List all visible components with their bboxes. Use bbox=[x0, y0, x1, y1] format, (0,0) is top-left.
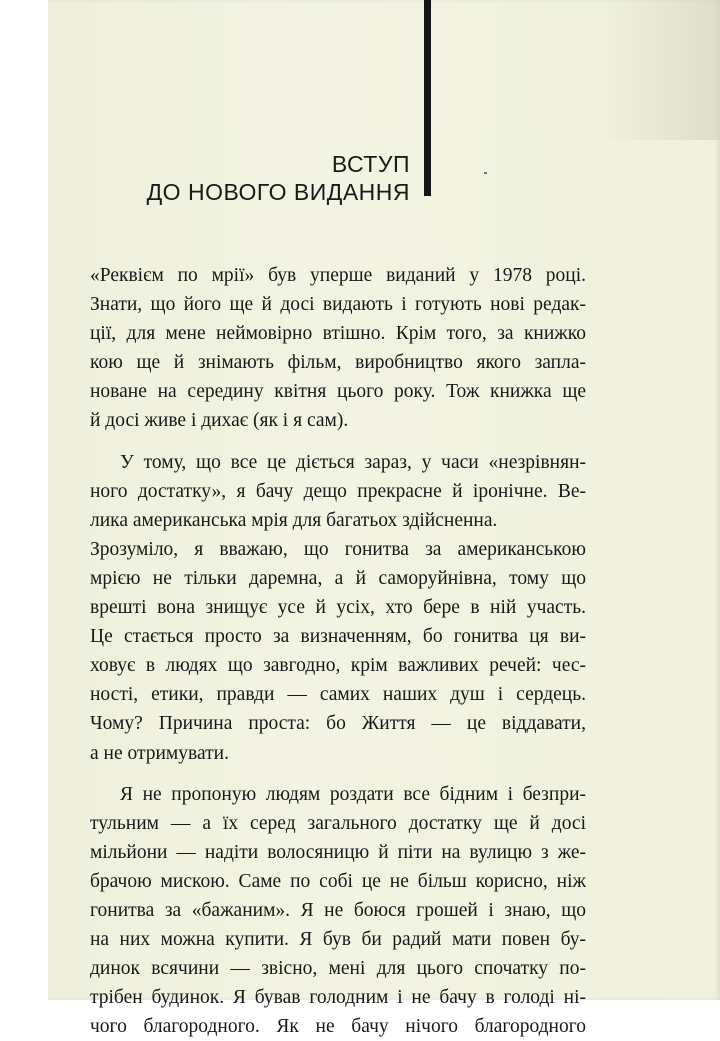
heading-line-2: ДО НОВОГО ВИДАННЯ bbox=[146, 179, 410, 205]
text-line: гонитва за «бажаним». Я не боюся грошей і знаю, що bbox=[90, 899, 586, 921]
heading-line-1: ВСТУП bbox=[331, 151, 410, 177]
text-line: й досі живе і дихає (як і я сам). bbox=[90, 410, 349, 432]
text-line: Зрозуміло, я вважаю, що гонитва за американською bbox=[90, 538, 586, 560]
text-line: ції, для мене неймовірно втішно. Крім того, за книжко bbox=[90, 323, 586, 345]
text-line: тульним — а їх серед загального достатку ще й досі bbox=[90, 812, 586, 834]
text-line: динок всячини — звісно, мені для цього спочатку по- bbox=[90, 958, 586, 980]
text-line: ності, етики, правди — самих наших душ і сердець. bbox=[90, 684, 586, 706]
text-line: Я не пропоную людям роздати все бідним і безпри- bbox=[120, 783, 586, 805]
text-line: лика американська мрія для багатьох здійсненна. bbox=[90, 509, 498, 531]
text-line: мрією не тільки даремна, а й саморуйнівна, тому що bbox=[90, 567, 586, 589]
page-shadow bbox=[600, 0, 720, 140]
text-line: а не отримувати. bbox=[90, 742, 229, 764]
text-line: Чому? Причина проста: бо Життя — це віддавати, bbox=[90, 713, 586, 735]
text-line: ного достатку», я бачу дещо прекрасне й іронічне. Ве- bbox=[90, 480, 586, 502]
paragraph-1 bbox=[90, 261, 586, 436]
print-mark bbox=[484, 172, 487, 174]
text-line: ховує в людях що завгодно, крім важливих речей: чес- bbox=[90, 655, 586, 677]
text-line: У тому, що все це діється зараз, у часи «незрівнян- bbox=[120, 451, 586, 473]
text-line: мільйони — надіти волосяницю й піти на вулицю з же- bbox=[90, 841, 586, 863]
text-line: Знати, що його ще й досі видають і готують нові редак- bbox=[90, 294, 586, 316]
text-line: врешті вона знищує усе й усіх, хто бере в ній участь. bbox=[90, 597, 586, 619]
body-text bbox=[90, 261, 586, 1041]
text-line: чого благородного. Як не бачу нічого благородного bbox=[90, 1016, 586, 1038]
text-line: на них можна купити. Я був би радий мати повен бу- bbox=[90, 929, 586, 951]
paragraph-2 bbox=[90, 448, 586, 768]
text-line: новане на середину квітня цього року. Тож книжка ще bbox=[90, 381, 586, 403]
text-line: Це стається просто за визначенням, бо гонитва ця ви- bbox=[90, 626, 586, 648]
text-line: трібен будинок. Я бував голодним і не бачу в голоді ні- bbox=[90, 987, 586, 1009]
text-line: «Реквієм по мрії» був уперше виданий у 1978 році. bbox=[90, 265, 586, 286]
text-line: кою ще й знімають фільм, виробництво якого запла- bbox=[90, 352, 586, 374]
text-line: брачою мискою. Саме по собі це не більш корисно, ніж bbox=[90, 870, 586, 892]
chapter-heading bbox=[147, 150, 410, 206]
paragraph-3 bbox=[90, 780, 586, 1041]
vertical-rule bbox=[424, 0, 431, 196]
